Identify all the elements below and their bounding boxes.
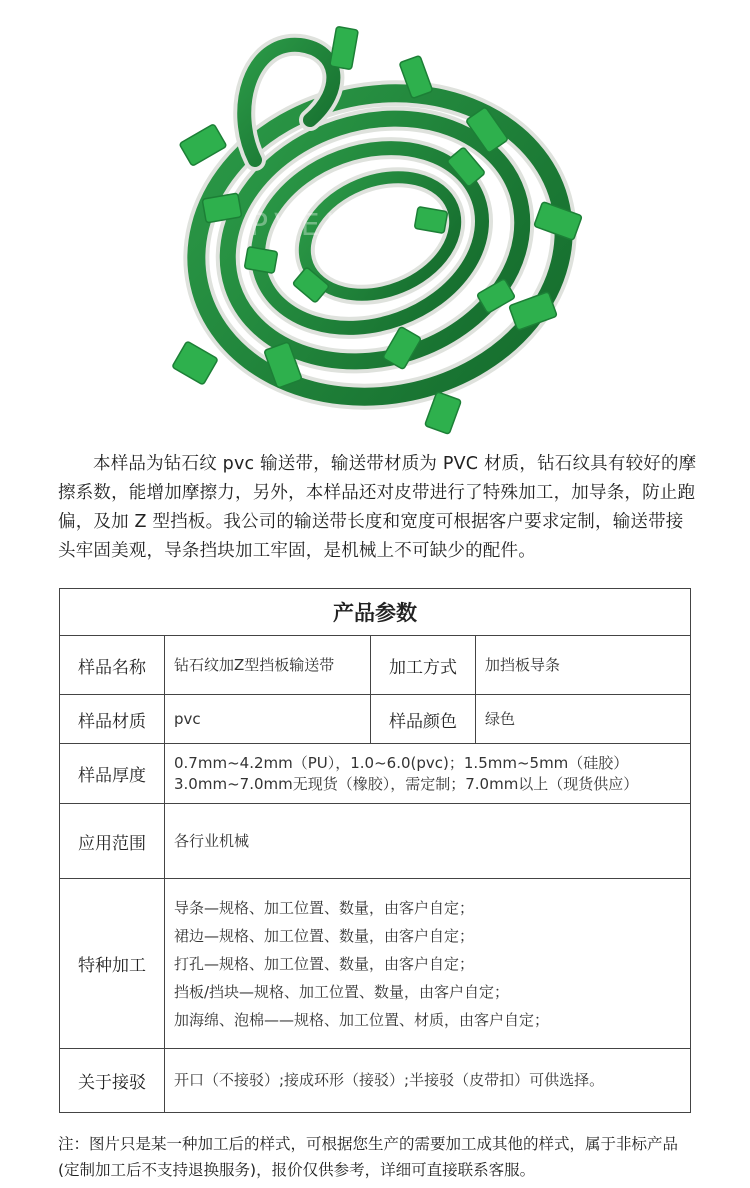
material-value: pvc	[165, 695, 371, 744]
joint-value: 开口（不接驳）;接成环形（接驳）;半接驳（皮带扣）可供选择。	[165, 1049, 691, 1113]
parameter-table	[59, 588, 691, 1113]
table-row	[60, 636, 691, 695]
process-label: 加工方式	[371, 636, 476, 695]
color-label: 样品颜色	[371, 695, 476, 744]
table-title-row	[60, 589, 691, 636]
joint-label: 关于接驳	[60, 1049, 165, 1113]
thickness-value	[165, 744, 691, 804]
photo-watermark: PVEL	[250, 208, 349, 243]
list-item: 导条—规格、加工位置、数量，由客户自定；	[174, 898, 475, 917]
table-row	[60, 1049, 691, 1113]
table-row	[60, 695, 691, 744]
table-row	[60, 879, 691, 1049]
special-list	[165, 879, 691, 1049]
process-value: 加挡板导条	[476, 636, 691, 695]
conveyor-belt-photo	[0, 0, 750, 440]
thickness-line-2: 3.0mm~7.0mm无现货（橡胶），需定制；7.0mm以上（现货供应）	[174, 774, 639, 793]
list-item: 裙边—规格、加工位置、数量，由客户自定；	[174, 926, 475, 945]
table-row	[60, 744, 691, 804]
scope-value: 各行业机械	[165, 804, 691, 879]
note-text: 注：图片只是某一种加工后的样式，可根据您生产的需要加工成其他的样式，属于非标产品(定制加工后不支持退换服务)，报价仅供参考，详细可直接联系客服。	[58, 1135, 679, 1179]
name-value: 钻石纹加Z型挡板输送带	[165, 636, 371, 695]
thickness-label: 样品厚度	[60, 744, 165, 804]
list-item: 挡板/挡块—规格、加工位置、数量，由客户自定；	[174, 982, 510, 1001]
product-description	[58, 450, 698, 566]
color-value: 绿色	[476, 695, 691, 744]
table-row	[60, 804, 691, 879]
footer-note	[58, 1131, 698, 1183]
table-title: 产品参数	[60, 589, 691, 636]
list-item: 加海绵、泡棉——规格、加工位置、材质，由客户自定；	[174, 1010, 550, 1029]
material-label: 样品材质	[60, 695, 165, 744]
thickness-line-1: 0.7mm~4.2mm（PU），1.0~6.0(pvc)；1.5mm~5mm（硅胶）	[174, 753, 629, 772]
scope-label: 应用范围	[60, 804, 165, 879]
intro-text: 本样品为钻石纹 pvc 输送带，输送带材质为 PVC 材质，钻石纹具有较好的摩擦系数，能增加摩擦力，另外，本样品还对皮带进行了特殊加工，加导条，防止跑偏，及加 Z 型挡板。我公司的输送带长度和宽度可根据客户要求定制，输送带接头牢固美观，导条挡块加工牢固，是机械上不可缺少的配件。	[58, 454, 697, 561]
list-item: 打孔—规格、加工位置、数量，由客户自定；	[174, 954, 475, 973]
special-label: 特种加工	[60, 879, 165, 1049]
name-label: 样品名称	[60, 636, 165, 695]
